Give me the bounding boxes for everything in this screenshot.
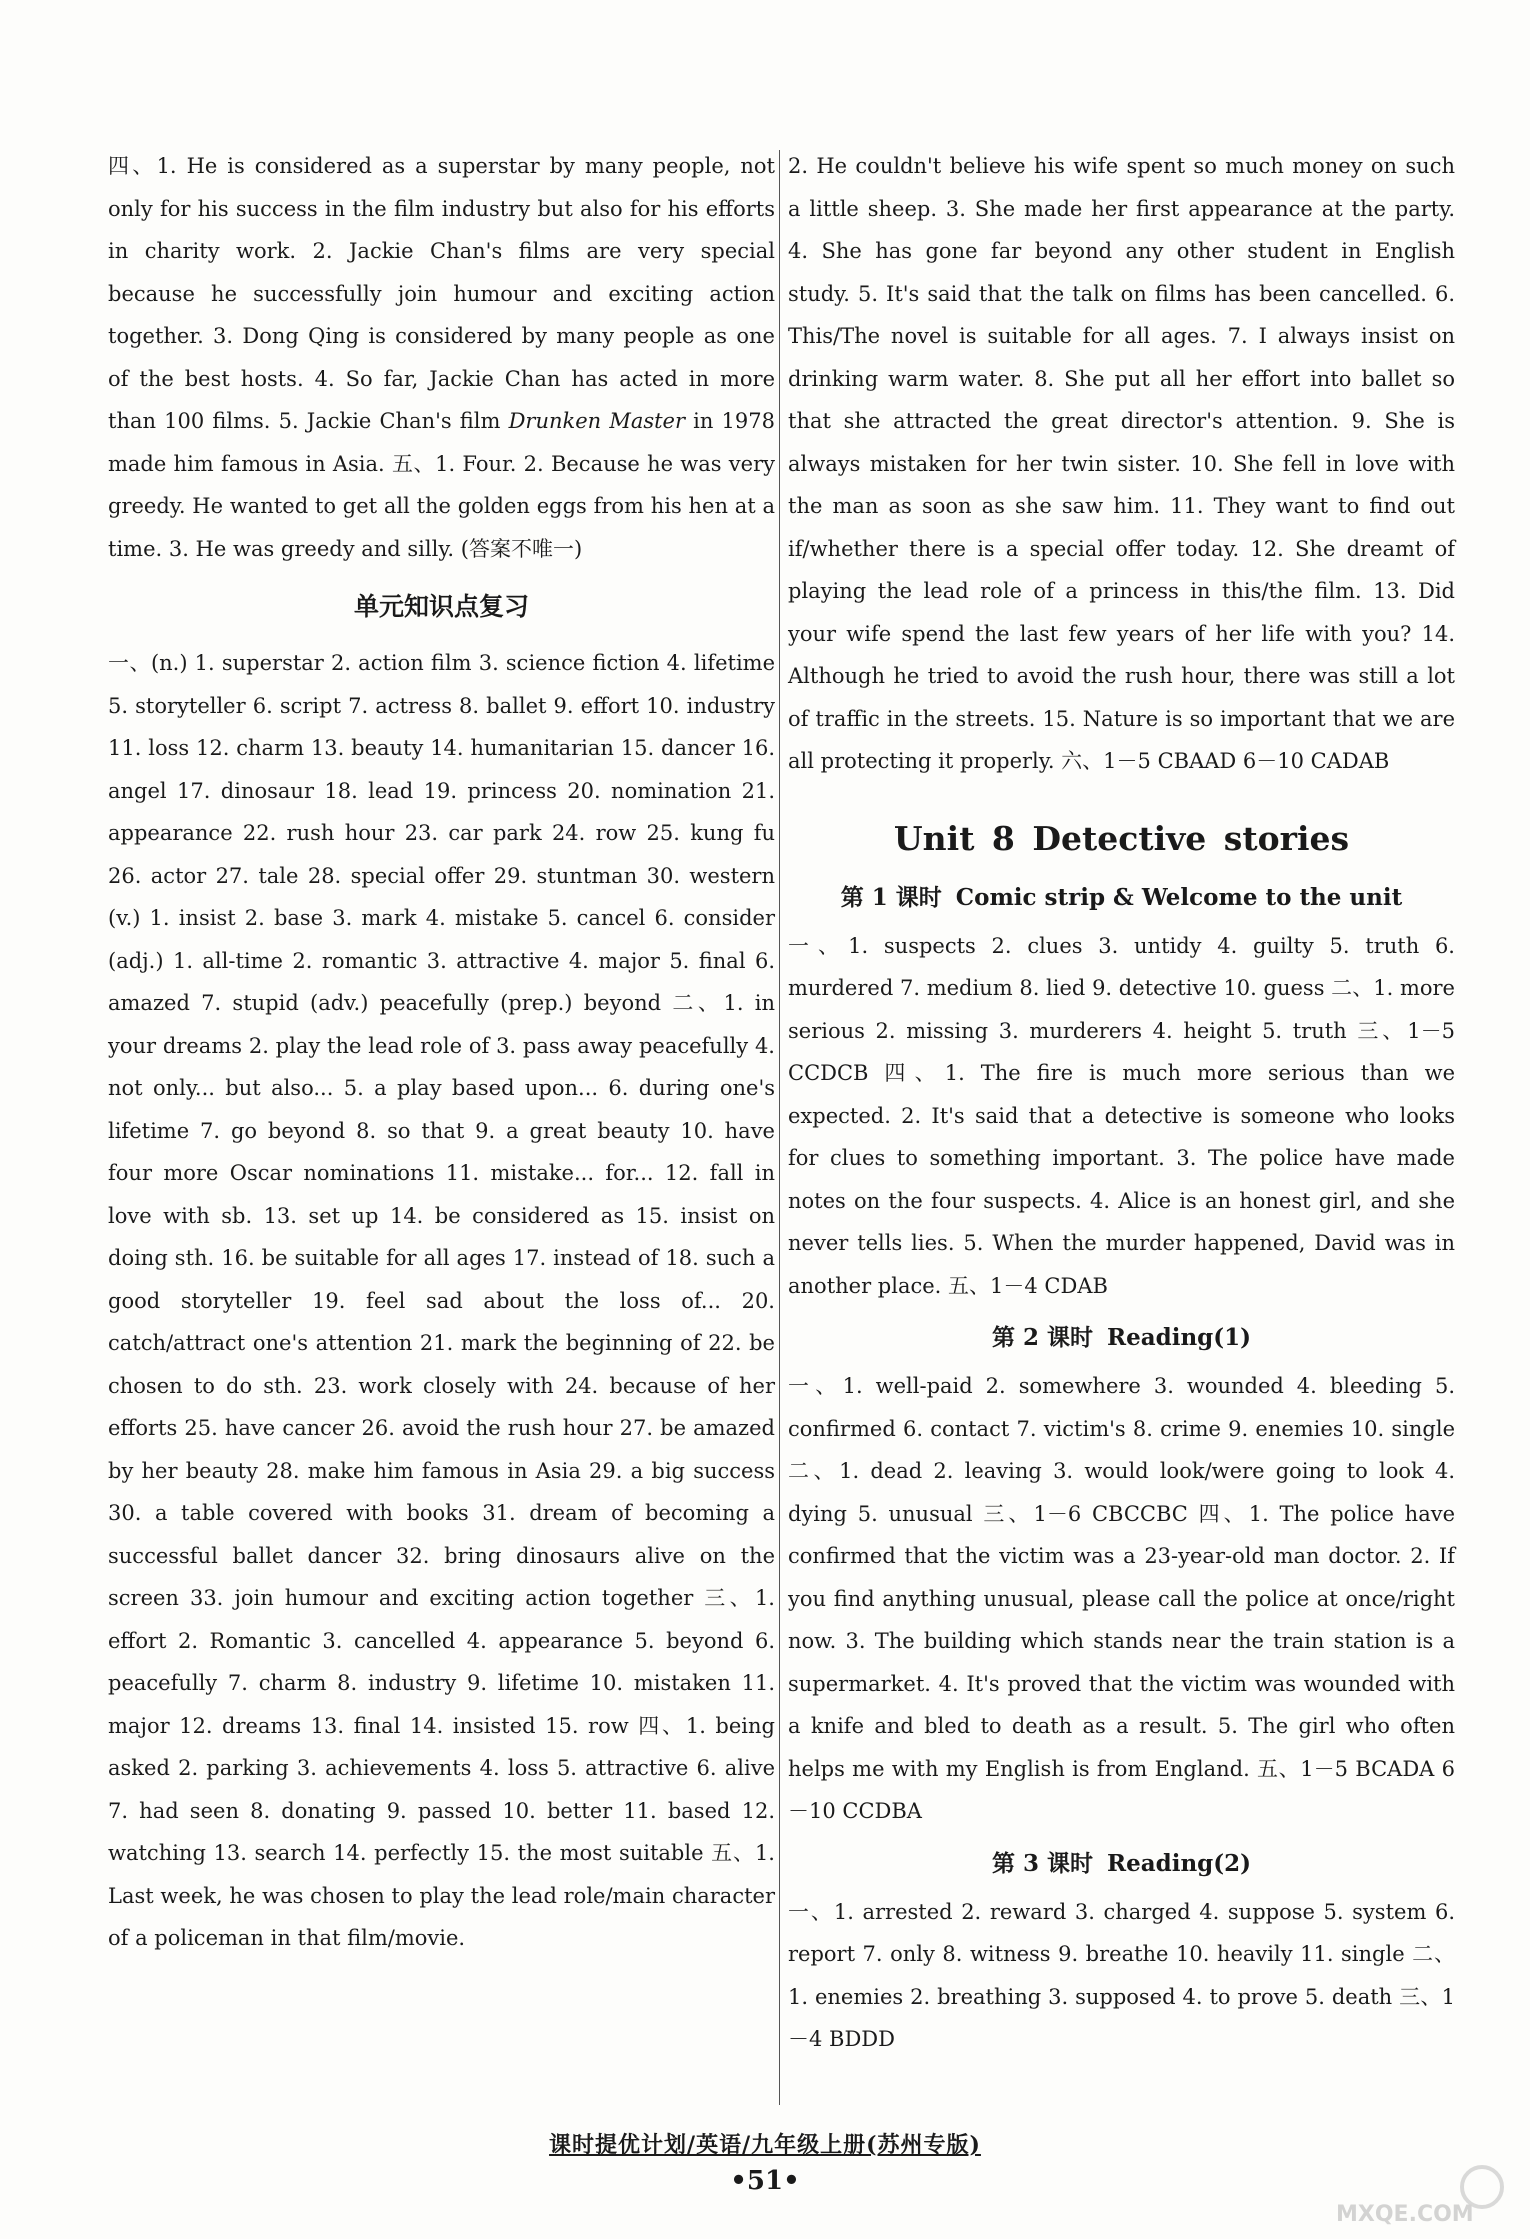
column-divider bbox=[779, 150, 780, 2105]
lesson-3-heading bbox=[788, 1843, 1455, 1885]
footer-book-title: 课时提优计划/英语/九年级上册(苏州专版) bbox=[549, 2132, 981, 2158]
lesson-1-answers: 一、1. suspects 2. clues 3. untidy 4. guilty 5. truth 6. murdered 7. medium 8. lied 9. detective 10. guess 二、1. more serious 2. missing 3. murderers 4. height 5. truth 三、1－5 CCDCB 四、1. The fire is much more serious than we expected. 2. It's said that a detective is someone who looks for clues to something important. 3. The police have made notes on the four suspects. 4. Alice is an honest girl, and she never tells lies. 5. When the murder happened, David was in another place. 五、1－4 CDAB bbox=[788, 933, 1455, 1298]
watermark-text: MXQE.COM bbox=[1336, 2202, 1474, 2227]
lesson-1-label: 第 1 课时 bbox=[840, 883, 942, 911]
right-column bbox=[788, 145, 1455, 2061]
unit-review-heading: 单元知识点复习 bbox=[353, 592, 529, 621]
lesson-2-answers: 一、1. well-paid 2. somewhere 3. wounded 4. bleeding 5. confirmed 6. contact 7. victim's 8. crime 9. enemies 10. single 二、1. dead 2. leaving 3. would look/were going to look 4. dying 5. unusual 三、1－6 CBCCBC 四、1. The police have confirmed that the victim was a 23-year-old man doctor. 2. If you find anything unusual, please call the police at once/right now. 3. The building which stands near the train station is a supermarket. 4. It's proved that the victim was wounded with a knife and bled to death as a result. 5. The girl who often helps me with my English is from England. 五、1－5 BCADA 6－10 CCDBA bbox=[788, 1374, 1455, 1823]
answers-text: 四、1. He is considered as a superstar by many people, not only for his success in the film industry but also for his efforts in charity work. 2. Jackie Chan's films are very special because he successfully join humour and exciting action together. 3. Dong Qing is considered by many people as one of the best hosts. 4. So far, Jackie Chan has acted in more than 100 films. 5. Jackie Chan's film bbox=[108, 154, 775, 433]
lesson-3-subtitle: Reading(2) bbox=[1106, 1849, 1252, 1877]
lesson-2-heading bbox=[788, 1317, 1455, 1359]
watermark-logo-icon bbox=[1332, 2159, 1512, 2229]
unit7-answers-part2: 2. He couldn't believe his wife spent so much money on such a little sheep. 3. She made her first appearance at the party. 4. She has gone far beyond any other student in English study. 5. It's said that the talk on films has been cancelled. 6. This/The novel is suitable for all ages. 7. I always insist on drinking warm water. 8. She put all her effort into ballet so that she attracted the great director's attention. 9. She is always mistaken for her twin sister. 10. She fell in love with the man as soon as she saw him. 11. They want to find out if/whether there is a special offer today. 12. She dreamt of playing the lead role of a princess in this/the film. 13. Did your wife spend the last few years of her life with you? 14. Although he tried to avoid the rush hour, there was still a lot of traffic in the streets. 15. Nature is so important that we are all protecting it properly. 六、1－5 CBAAD 6－10 CADAB bbox=[788, 154, 1455, 773]
lesson-2-label: 第 2 课时 bbox=[991, 1324, 1093, 1351]
lesson-1-subtitle: Comic strip & Welcome to the unit bbox=[955, 883, 1403, 911]
film-title-italic: Drunken Master bbox=[508, 409, 686, 433]
answers-text-continued: in 1978 made him famous in Asia. 五、1. Four. 2. Because he was very greedy. He wanted to get all the golden eggs from his hen at a time. 3. He was greedy and silly. (答案不唯一) bbox=[108, 409, 775, 561]
lesson-1-heading bbox=[788, 877, 1455, 919]
lesson-2-subtitle: Reading(1) bbox=[1106, 1324, 1252, 1351]
left-column bbox=[108, 145, 775, 1960]
lesson-3-answers: 一、1. arrested 2. reward 3. charged 4. suppose 5. system 6. report 7. only 8. witness 9. breathe 10. heavily 11. single 二、1. enemies 2. breathing 3. supposed 4. to prove 5. death 三、1－4 BDDD bbox=[788, 1899, 1455, 2051]
page-number: •51• bbox=[730, 2166, 800, 2196]
unit-review-answers: 一、(n.) 1. superstar 2. action film 3. science fiction 4. lifetime 5. storyteller 6. script 7. actress 8. ballet 9. effort 10. industry 11. loss 12. charm 13. beauty 14. humanitarian 15. dancer 16. angel 17. dinosaur 18. lead 19. princess 20. nomination 21. appearance 22. rush hour 23. car park 24. row 25. kung fu 26. actor 27. tale 28. special offer 29. stuntman 30. western (v.) 1. insist 2. base 3. mark 4. mistake 5. cancel 6. consider (adj.) 1. all-time 2. romantic 3. attractive 4. major 5. final 6. amazed 7. stupid (adv.) peacefully (prep.) beyond 二、1. in your dreams 2. play the lead role of 3. pass away peacefully 4. not only... but also... 5. a play based upon... 6. during one's lifetime 7. go beyond 8. so that 9. a great beauty 10. have four more Oscar nominations 11. mistake... for... 12. fall in love with sb. 13. set up 14. be considered as 15. insist on doing sth. 16. be suitable for all ages 17. instead of 18. such a good storyteller 19. feel sad about the loss of... 20. catch/attract one's attention 21. mark the beginning of 22. be chosen to do sth. 23. work closely with 24. because of her efforts 25. have cancer 26. avoid the rush hour 27. be amazed by her beauty 28. make him famous in Asia 29. a big success 30. a table covered with books 31. dream of becoming a successful ballet dancer 32. bring dinosaurs alive on the screen 33. join humour and exciting action together 三、1. effort 2. Romantic 3. cancelled 4. appearance 5. beyond 6. peacefully 7. charm 8. industry 9. lifetime 10. mistaken 11. major 12. dreams 13. final 14. insisted 15. row 四、1. being asked 2. parking 3. achievements 4. loss 5. attractive 6. alive 7. had seen 8. donating 9. passed 10. better 11. based 12. watching 13. search 14. perfectly 15. the most suitable 五、1. Last week, he was chosen to play the lead role/main character of a policeman in that film/movie. bbox=[108, 651, 775, 1950]
unit-8-title: Unit 8 Detective stories bbox=[893, 818, 1350, 858]
lesson-3-label: 第 3 课时 bbox=[991, 1849, 1093, 1877]
unit7-answers-part1 bbox=[108, 145, 775, 570]
